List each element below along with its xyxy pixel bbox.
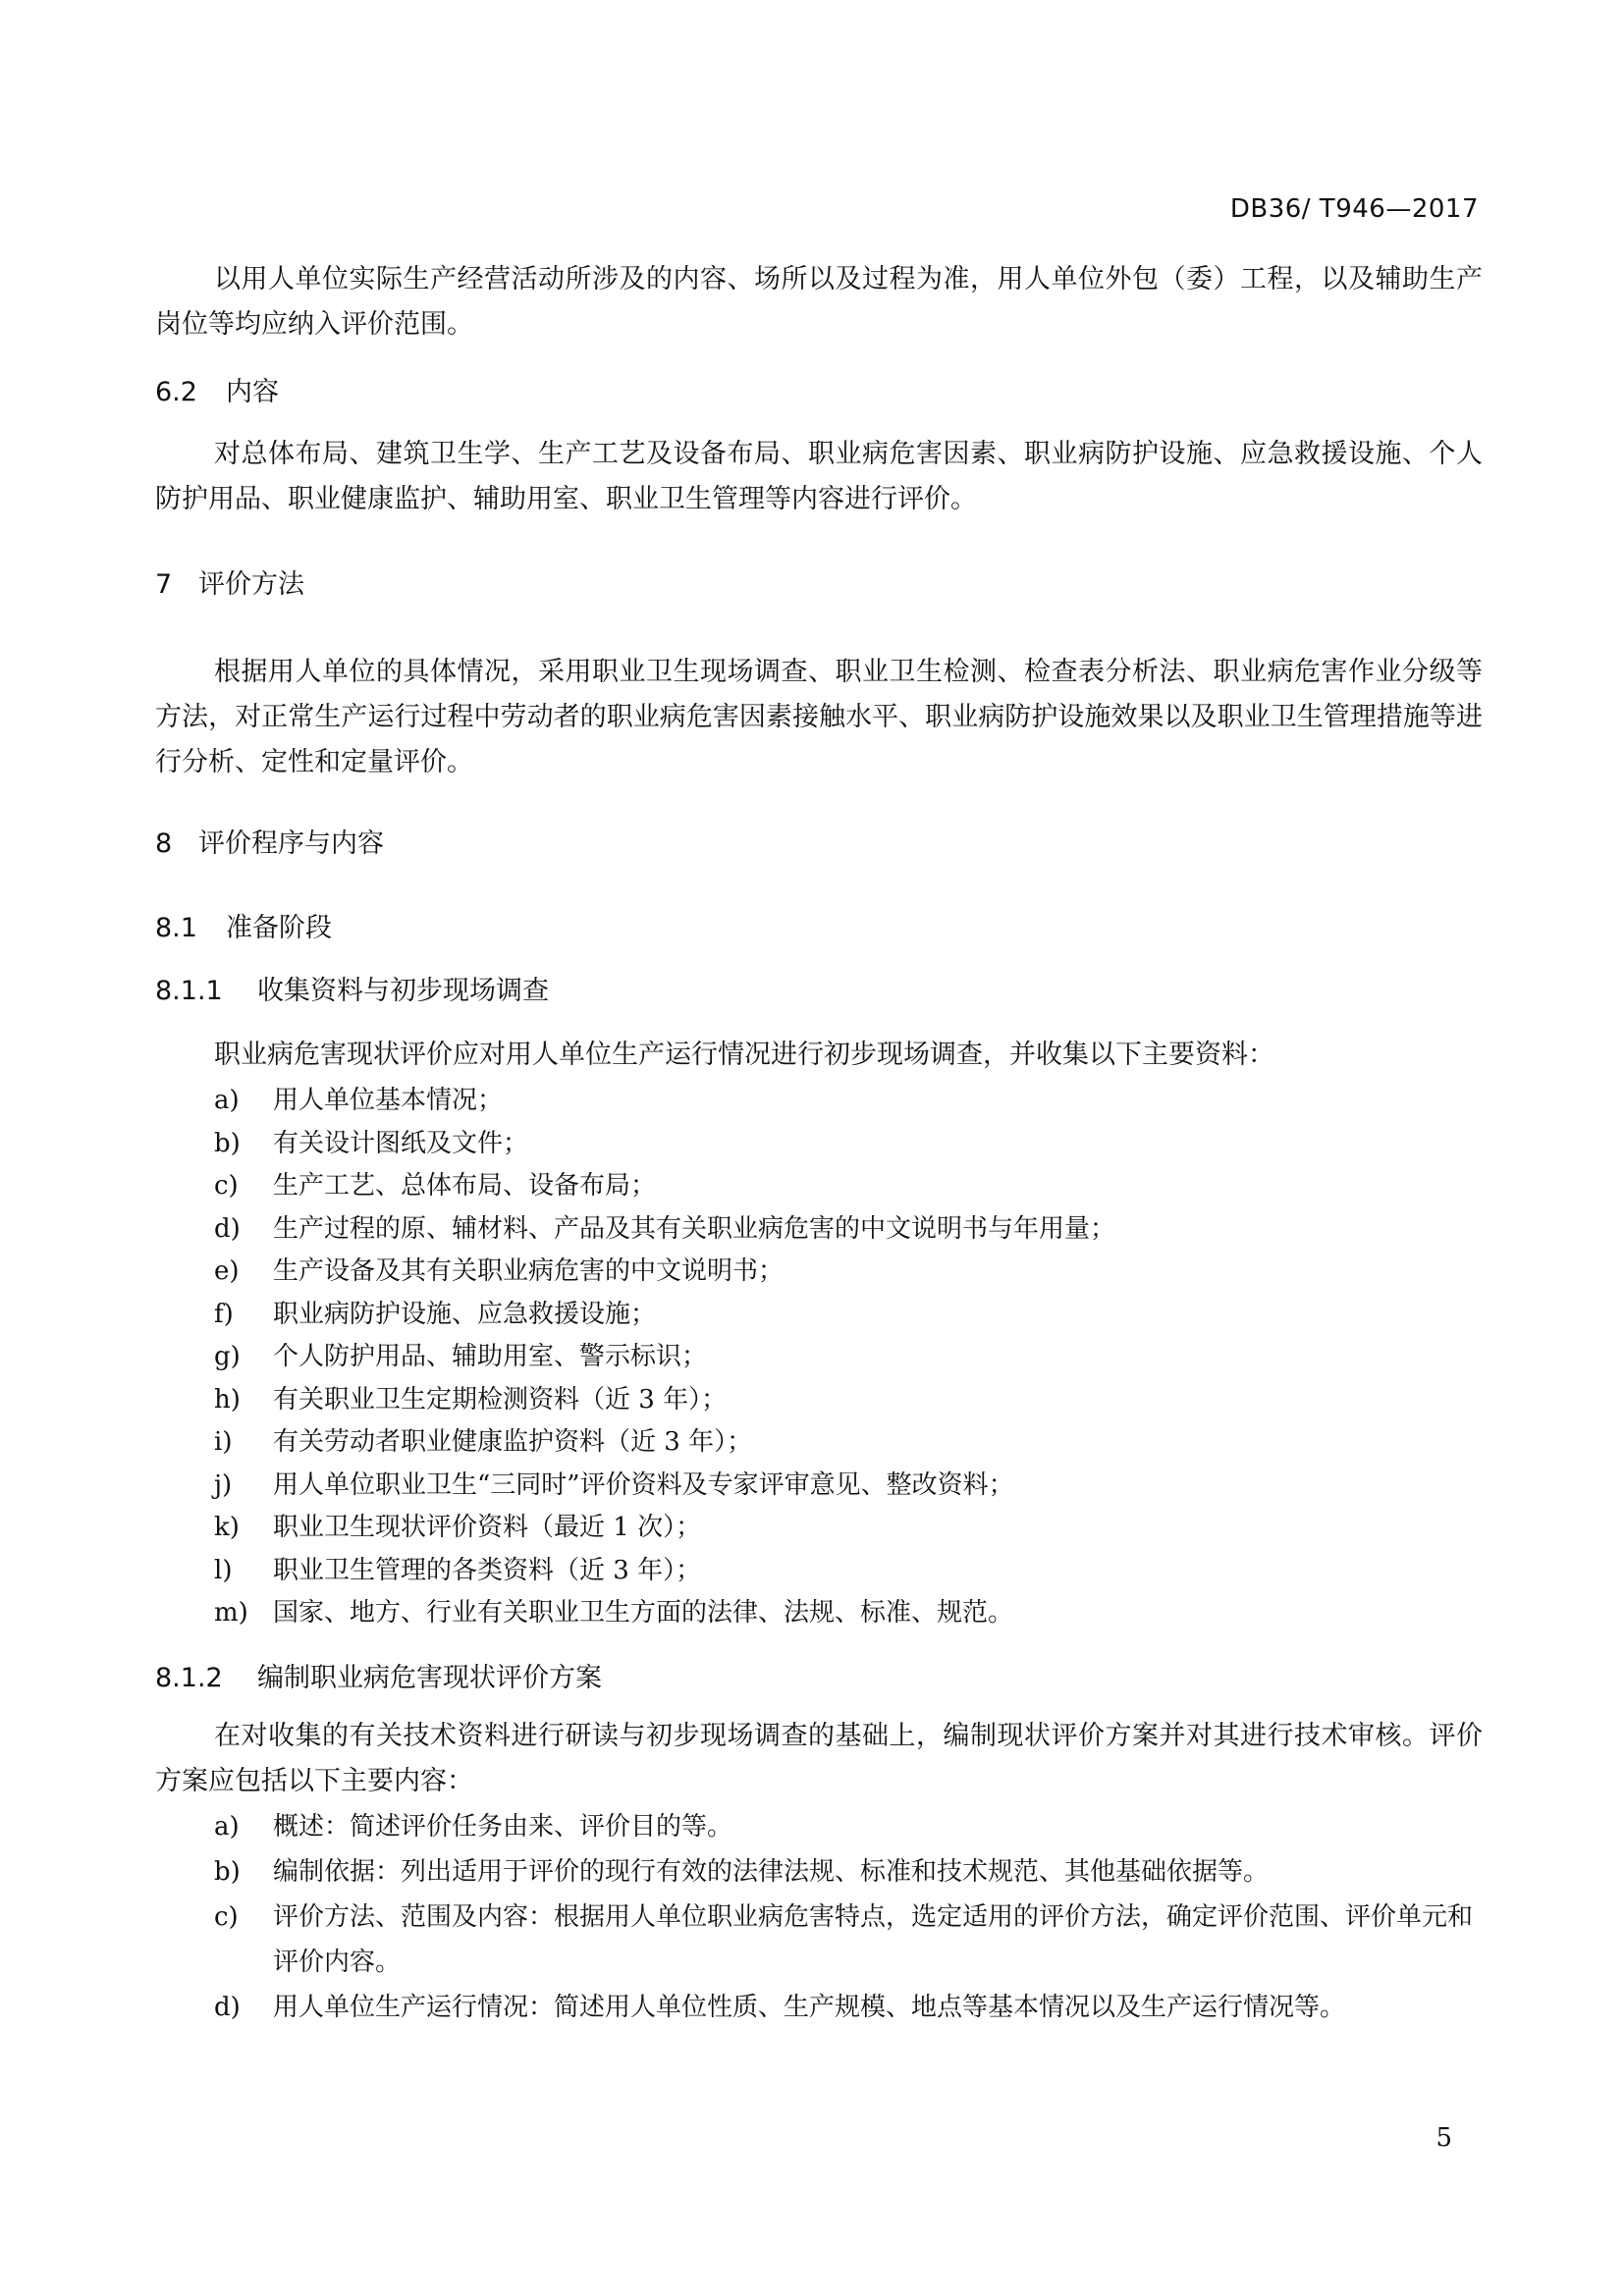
list-marker: d) bbox=[214, 1213, 241, 1244]
list-item bbox=[214, 1379, 1490, 1422]
list-item-text: 用人单位生产运行情况：简述用人单位性质、生产规模、地点等基本情况以及生产运行情况等。 bbox=[273, 1993, 1346, 2022]
list-marker: d) bbox=[214, 1993, 241, 2022]
list-item-text: 评价方法、范围及内容：根据用人单位职业病危害特点，选定适用的评价方法，确定评价范围、评价单元和评价内容。 bbox=[273, 1902, 1474, 1977]
list-marker: e) bbox=[214, 1256, 240, 1286]
section-title: 内容 bbox=[226, 377, 279, 407]
list-item bbox=[214, 1592, 1490, 1635]
list-item bbox=[214, 1895, 1490, 1985]
list-item-text: 职业卫生现状评价资料（最近 1 次）； bbox=[273, 1513, 702, 1542]
page-number: 5 bbox=[1435, 2123, 1452, 2153]
list-item-text: 生产工艺、总体布局、设备布局； bbox=[273, 1171, 657, 1201]
section-8-1-1-intro: 职业病危害现状评价应对用人单位生产运行情况进行初步现场调查，并收集以下主要资料： bbox=[214, 1040, 1274, 1070]
section-8-heading bbox=[155, 825, 384, 864]
list-marker: k) bbox=[214, 1513, 240, 1542]
list-item-text: 个人防护用品、辅助用室、警示标识； bbox=[273, 1342, 708, 1371]
list-item bbox=[214, 1294, 1490, 1337]
list-marker: f) bbox=[214, 1299, 234, 1329]
materials-list bbox=[214, 1080, 1490, 1635]
list-item-text: 职业病防护设施、应急救援设施； bbox=[273, 1299, 657, 1329]
section-number: 8.1.1 bbox=[155, 976, 223, 1006]
list-item bbox=[214, 1080, 1490, 1123]
list-item-text: 编制依据：列出适用于评价的现行有效的法律法规、标准和技术规范、其他基础依据等。 bbox=[273, 1857, 1270, 1887]
list-marker: c) bbox=[214, 1902, 239, 1932]
list-item-text: 有关设计图纸及文件； bbox=[273, 1128, 529, 1158]
section-number: 8.1 bbox=[155, 913, 197, 943]
section-title: 评价方法 bbox=[198, 569, 304, 600]
section-number: 6.2 bbox=[155, 377, 197, 407]
section-6-2-text: 对总体布局、建筑卫生学、生产工艺及设备布局、职业病危害因素、职业病防护设施、应急救援设施、个人防护用品、职业健康监护、辅助用室、职业卫生管理等内容进行评价。 bbox=[155, 439, 1483, 514]
list-marker: b) bbox=[214, 1857, 241, 1887]
list-item-text: 有关职业卫生定期检测资料（近 3 年）； bbox=[273, 1384, 728, 1415]
list-marker: h) bbox=[214, 1384, 241, 1415]
section-title: 评价程序与内容 bbox=[198, 828, 384, 859]
list-item bbox=[214, 1208, 1490, 1252]
list-item bbox=[214, 1550, 1490, 1593]
document-code-header: DB36/ T946—2017 bbox=[1229, 194, 1479, 224]
section-6-2-heading bbox=[155, 373, 279, 412]
list-item bbox=[214, 1465, 1490, 1508]
list-item-text: 职业卫生管理的各类资料（近 3 年）； bbox=[273, 1555, 702, 1585]
list-marker: g) bbox=[214, 1342, 241, 1371]
list-marker: j) bbox=[214, 1469, 233, 1500]
section-7-text: 根据用人单位的具体情况，采用职业卫生现场调查、职业卫生检测、检查表分析法、职业病危害作业分级等方法，对正常生产运行过程中劳动者的职业病危害因素接触水平、职业病防护设施效果以及职业卫生管理措施等进行分析、定性和定量评价。 bbox=[155, 657, 1483, 777]
list-marker: l) bbox=[214, 1555, 233, 1585]
list-marker: c) bbox=[214, 1171, 239, 1201]
section-title: 编制职业病危害现状评价方案 bbox=[257, 1663, 602, 1693]
section-8-1-heading bbox=[155, 909, 332, 948]
list-item bbox=[214, 1123, 1490, 1166]
list-item bbox=[214, 1804, 1490, 1849]
section-7-heading bbox=[155, 565, 304, 605]
list-item bbox=[214, 1507, 1490, 1550]
intro-paragraph: 以用人单位实际生产经营活动所涉及的内容、场所以及过程为准，用人单位外包（委）工程，以及辅助生产岗位等均应纳入评价范围。 bbox=[155, 264, 1483, 340]
list-marker: b) bbox=[214, 1128, 241, 1158]
list-item bbox=[214, 1985, 1490, 2030]
list-item bbox=[214, 1849, 1490, 1895]
list-item-text: 国家、地方、行业有关职业卫生方面的法律、法规、标准、规范。 bbox=[273, 1598, 1014, 1628]
list-marker: a) bbox=[214, 1086, 240, 1115]
list-marker: m) bbox=[214, 1598, 248, 1628]
list-item bbox=[214, 1336, 1490, 1379]
section-title: 准备阶段 bbox=[226, 913, 332, 943]
list-item-text: 概述：简述评价任务由来、评价目的等。 bbox=[273, 1812, 733, 1842]
list-item-text: 用人单位基本情况； bbox=[273, 1086, 504, 1115]
section-title: 收集资料与初步现场调查 bbox=[257, 976, 549, 1006]
plan-contents-list bbox=[214, 1804, 1490, 2030]
section-number: 8 bbox=[155, 828, 173, 859]
section-8-1-2-heading bbox=[155, 1659, 602, 1698]
section-8-1-1-heading bbox=[155, 972, 549, 1011]
list-item bbox=[214, 1251, 1490, 1294]
list-item-text: 用人单位职业卫生“三同时”评价资料及专家评审意见、整改资料； bbox=[273, 1469, 1014, 1500]
list-item-text: 生产过程的原、辅材料、产品及其有关职业病危害的中文说明书与年用量； bbox=[273, 1213, 1116, 1244]
list-marker: i) bbox=[214, 1427, 233, 1457]
list-item-text: 生产设备及其有关职业病危害的中文说明书； bbox=[273, 1256, 785, 1286]
section-8-1-2-intro: 在对收集的有关技术资料进行研读与初步现场调查的基础上，编制现状评价方案并对其进行技术审核。评价方案应包括以下主要内容： bbox=[155, 1721, 1483, 1796]
section-number: 7 bbox=[155, 569, 173, 600]
section-number: 8.1.2 bbox=[155, 1663, 223, 1693]
list-item bbox=[214, 1421, 1490, 1465]
list-item-text: 有关劳动者职业健康监护资料（近 3 年）； bbox=[273, 1427, 753, 1457]
list-item bbox=[214, 1165, 1490, 1208]
list-marker: a) bbox=[214, 1812, 240, 1842]
